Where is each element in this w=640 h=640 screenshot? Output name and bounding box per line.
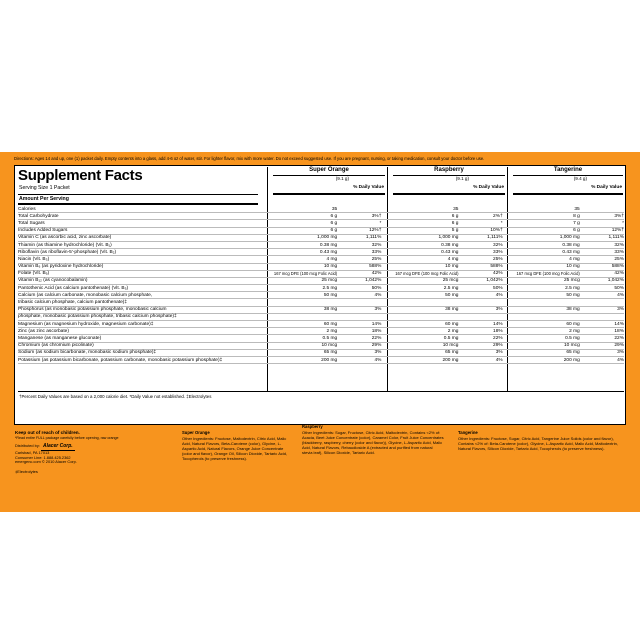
- nutrient-row: [18, 321, 624, 328]
- nutrient-amount: 38 mg: [513, 306, 580, 313]
- address-line: Carlsbad, PA 17013: [15, 449, 50, 455]
- nutrient-daily-value: 50%: [580, 285, 624, 292]
- nutrient-amount: 4 mg: [271, 256, 338, 263]
- column-flavor-rule: [393, 175, 505, 176]
- daily-value-footnote: †Percent Daily Values are based on a 2,000 calorie diet. *Daily Value not established. ‡Electrolytes: [19, 394, 212, 399]
- nutrient-amount: [271, 313, 338, 320]
- column-gap: [381, 213, 392, 220]
- nutrient-daily-value: [337, 206, 381, 213]
- nutrient-amount: 1,000 mg: [513, 234, 580, 241]
- nutrient-amount: 6 g: [513, 227, 580, 234]
- column-gap: [503, 206, 514, 213]
- column-dv-rule: [273, 193, 385, 195]
- nutrient-daily-value: 33%: [580, 249, 624, 256]
- nutrient-daily-value: 3%: [458, 306, 502, 313]
- column-gap: [381, 206, 392, 213]
- nutrient-row: [18, 270, 624, 277]
- nutrient-daily-value: 32%: [458, 241, 502, 248]
- nutrient-name: Thiamin (as thiamine hydrochloride) (Vit. B₁): [18, 241, 271, 248]
- nutrient-row: [18, 313, 624, 320]
- nutrient-amount: 167 mcg DFE (100 mcg Folic Acid): [513, 270, 580, 277]
- website[interactable]: emergenc.com: [15, 459, 41, 465]
- copyright: © 2010 Alacer Corp.: [41, 459, 77, 465]
- nutrient-daily-value: 2%†: [458, 213, 502, 220]
- nutrient-daily-value: 4%: [458, 292, 502, 299]
- nutrient-daily-value: 25%: [580, 256, 624, 263]
- nutrient-amount: 8 g: [513, 213, 580, 220]
- column-gap: [381, 299, 392, 306]
- nutrient-daily-value: 29%: [337, 342, 381, 349]
- product-label-panel: [0, 152, 640, 512]
- nutrient-row: [18, 335, 624, 342]
- nutrient-daily-value: 50%: [458, 285, 502, 292]
- nutrient-name: Calories: [18, 206, 271, 213]
- nutrient-name: phosphate, monobasic potassium phosphate, tribasic calcium phosphate)‡: [18, 313, 271, 320]
- nutrient-amount: 25 mcg: [392, 277, 459, 284]
- column-net-weight: (9.4 g): [573, 176, 587, 181]
- nutrient-amount: 167 mcg DFE (100 mcg Folic Acid): [271, 270, 338, 277]
- nutrient-daily-value: 4%: [580, 292, 624, 299]
- nutrient-amount: 7 g: [513, 220, 580, 227]
- nutrient-amount: 60 mg: [271, 321, 338, 328]
- nutrient-daily-value: [580, 299, 624, 306]
- column-gap: [503, 213, 514, 220]
- column-gap: [503, 249, 514, 256]
- nutrient-amount: 35: [392, 206, 459, 213]
- nutrient-daily-value: [458, 313, 502, 320]
- nutrient-name: Zinc (as zinc ascorbate): [18, 328, 271, 335]
- nutrient-amount: [271, 299, 338, 306]
- nutrient-row: [18, 256, 624, 263]
- column-gap: [503, 299, 514, 306]
- column-gap: [381, 270, 392, 277]
- nutrient-amount: [513, 313, 580, 320]
- ingredients-block-raspberry: [302, 424, 444, 455]
- nutrient-name: Calcium (as calcium carbonate, monobasic calcium phosphate,: [18, 292, 271, 299]
- nutrient-daily-value: 10%†: [458, 227, 502, 234]
- nutrient-row: [18, 227, 624, 234]
- nutrient-daily-value: 4%: [580, 356, 624, 363]
- nutrient-daily-value: 1,042%: [337, 277, 381, 284]
- other-ingredients-text: Other Ingredients: Fructose, Maltodextrin, Citric Acid, Malic Acid, Natural Flavors, Beta-Carotene (color), Glycine, L-Aspartic Acid, Natural Flavors, Orange Juice Concentrate (color and flavor), Orange Oil, Silicon Dioxide, Tartaric Acid, Tocopherols (to preserve freshness).: [182, 436, 288, 462]
- keep-out-of-reach-warning: Keep out of reach of children.: [15, 430, 80, 435]
- lower-info-area: [14, 424, 626, 500]
- nutrient-row: [18, 263, 624, 270]
- nutrient-daily-value: 22%: [580, 335, 624, 342]
- column-gap: [503, 277, 514, 284]
- column-gap: [503, 270, 514, 277]
- column-gap: [503, 349, 514, 356]
- nutrient-daily-value: 42%: [458, 270, 502, 277]
- column-gap: [381, 227, 392, 234]
- nutrient-amount: 2 mg: [392, 328, 459, 335]
- nutrient-amount: 6 g: [392, 220, 459, 227]
- nutrient-daily-value: 14%: [337, 321, 381, 328]
- column-net-weight: (9.1 g): [335, 176, 349, 181]
- ingredients-block-tangerine: [458, 430, 624, 451]
- nutrient-row: [18, 356, 624, 363]
- amount-rule: [18, 203, 258, 205]
- nutrient-daily-value: 33%: [337, 249, 381, 256]
- nutrient-amount: 6 g: [392, 213, 459, 220]
- nutrient-amount: 10 mg: [271, 263, 338, 270]
- manufacturer-block: [15, 430, 165, 474]
- nutrient-daily-value: 32%: [337, 241, 381, 248]
- nutrient-amount: 6 g: [271, 227, 338, 234]
- nutrient-amount: 25 mcg: [513, 277, 580, 284]
- nutrient-daily-value: 4%: [337, 356, 381, 363]
- nutrient-amount: 2.5 mg: [392, 285, 459, 292]
- nutrient-amount: 2.5 mg: [271, 285, 338, 292]
- nutrient-amount: 167 mcg DFE (100 mcg Folic Acid): [392, 270, 459, 277]
- nutrient-daily-value: 29%: [580, 342, 624, 349]
- column-gap: [381, 356, 392, 363]
- nutrient-name: Riboflavin (as riboflavin-5'-phosphate) (Vit. B₂): [18, 249, 271, 256]
- nutrient-amount: [392, 299, 459, 306]
- nutrient-amount: 0.5 mg: [392, 335, 459, 342]
- nutrient-amount: 10 mcg: [513, 342, 580, 349]
- nutrient-amount: 10 mcg: [271, 342, 338, 349]
- nutrient-daily-value: 22%: [458, 335, 502, 342]
- nutrient-daily-value: 588%: [580, 263, 624, 270]
- column-gap: [503, 220, 514, 227]
- serving-size: Serving Size 1 Packet: [19, 185, 70, 191]
- electrolytes-note: ‡Electrolytes: [15, 469, 38, 475]
- column-gap: [503, 321, 514, 328]
- nutrient-row: [18, 285, 624, 292]
- column-gap: [503, 263, 514, 270]
- nutrient-amount: 38 mg: [271, 306, 338, 313]
- directions-bar: [14, 154, 626, 164]
- column-gap: [503, 328, 514, 335]
- nutrient-amount: 6 g: [271, 220, 338, 227]
- nutrient-daily-value: 18%: [458, 328, 502, 335]
- consumer-line: Consumer Line: 1.888.425.2362: [15, 454, 71, 460]
- column-gap: [503, 234, 514, 241]
- column-flavor-rule: [513, 175, 623, 176]
- nutrient-amount: 25 mcg: [271, 277, 338, 284]
- nutrient-daily-value: 3%: [580, 306, 624, 313]
- nutrient-daily-value: 1,111%: [580, 234, 624, 241]
- column-gap: [503, 335, 514, 342]
- column-flavor-label: Tangerine: [553, 167, 583, 173]
- nutrient-amount: 0.38 mg: [513, 241, 580, 248]
- directions-text: Directions: Ages 14 and up, one (1) packet daily. Empty contents into a glass, add 4-6 oz of water, stir. For lighter flavor, mix with more water. Do not exceed suggested use. If you are pregnant, nursing, or taking medication, consult your doctor before use.: [14, 156, 485, 161]
- ingredients-block-super-orange: [182, 430, 292, 461]
- column-gap: [381, 241, 392, 248]
- column-gap: [381, 292, 392, 299]
- nutrient-amount: 65 mg: [513, 349, 580, 356]
- nutrient-daily-value: 32%: [580, 241, 624, 248]
- nutrient-daily-value: 3%†: [337, 213, 381, 220]
- nutrient-name: Magnesium (as magnesium hydroxide, magnesium carbonate)‡: [18, 321, 271, 328]
- nutrient-name: Sodium (as sodium bicarbonate, monobasic sodium phosphate)‡: [18, 349, 271, 356]
- nutrient-daily-value: 3%: [458, 349, 502, 356]
- nutrient-amount: 2 mg: [513, 328, 580, 335]
- nutrient-amount: 0.43 mg: [271, 249, 338, 256]
- column-flavor-rule: [273, 175, 385, 176]
- nutrient-row: [18, 349, 624, 356]
- nutrient-daily-value: 14%: [458, 321, 502, 328]
- nutrient-row: [18, 342, 624, 349]
- column-gap: [381, 234, 392, 241]
- column-gap: [381, 349, 392, 356]
- nutrient-daily-value: 1,111%: [458, 234, 502, 241]
- column-gap: [503, 306, 514, 313]
- nutrient-daily-value: 18%: [580, 328, 624, 335]
- nutrient-name: Vitamin B₆ (as pyridoxine hydrochloride): [18, 263, 271, 270]
- nutrient-daily-value: 29%: [458, 342, 502, 349]
- nutrient-daily-value: 33%: [458, 249, 502, 256]
- column-net-weight: (9.1 g): [455, 176, 469, 181]
- nutrient-daily-value: 4%: [337, 292, 381, 299]
- nutrient-daily-value: 42%: [337, 270, 381, 277]
- column-gap: [503, 292, 514, 299]
- nutrient-daily-value: 14%: [580, 321, 624, 328]
- title-rule: [18, 194, 258, 195]
- nutrient-name: Potassium (as potassium bicarbonate, potassium carbonate, monobasic potassium phosphate)‡: [18, 356, 271, 363]
- flavor-heading: Raspberry: [302, 424, 323, 429]
- supplement-facts-title: Supplement Facts: [18, 167, 143, 184]
- nutrient-amount: 50 mg: [513, 292, 580, 299]
- nutrient-amount: 0.38 mg: [392, 241, 459, 248]
- nutrient-amount: 2.5 mg: [513, 285, 580, 292]
- column-dv-header: % Daily Value: [473, 185, 504, 190]
- nutrient-amount: 35: [513, 206, 580, 213]
- nutrient-row: [18, 220, 624, 227]
- column-gap: [381, 313, 392, 320]
- nutrient-name: Vitamin C (as ascorbic acid, zinc ascorbate): [18, 234, 271, 241]
- nutrient-row: [18, 306, 624, 313]
- column-gap: [503, 285, 514, 292]
- nutrient-amount: 4 mg: [513, 256, 580, 263]
- nutrient-amount: 35: [271, 206, 338, 213]
- nutrient-table: [18, 206, 624, 364]
- distributor-label: Distributed by:: [15, 443, 40, 449]
- column-dv-header: % Daily Value: [353, 185, 384, 190]
- nutrient-row: [18, 206, 624, 213]
- nutrient-daily-value: 25%: [458, 256, 502, 263]
- nutrient-daily-value: [337, 299, 381, 306]
- panel-bottom-rule: [18, 391, 624, 392]
- column-gap: [381, 249, 392, 256]
- nutrient-amount: 4 mg: [392, 256, 459, 263]
- amount-per-serving-label: Amount Per Serving: [19, 196, 69, 202]
- nutrient-amount: 200 mg: [392, 356, 459, 363]
- nutrient-amount: 60 mg: [513, 321, 580, 328]
- nutrient-amount: 0.43 mg: [392, 249, 459, 256]
- column-dv-header: % Daily Value: [591, 185, 622, 190]
- nutrient-row: [18, 241, 624, 248]
- nutrient-name: Niacin (Vit. B₃): [18, 256, 271, 263]
- nutrient-daily-value: 50%: [337, 285, 381, 292]
- nutrient-daily-value: 3%: [580, 349, 624, 356]
- column-flavor-label: Super Orange: [309, 167, 349, 173]
- nutrient-daily-value: [337, 313, 381, 320]
- nutrient-daily-value: 3%: [337, 306, 381, 313]
- nutrient-name: Total Carbohydrate: [18, 213, 271, 220]
- column-gap: [381, 335, 392, 342]
- nutrient-daily-value: [580, 206, 624, 213]
- nutrient-amount: 200 mg: [513, 356, 580, 363]
- nutrient-row: [18, 299, 624, 306]
- flavor-heading: Tangerine: [458, 430, 478, 435]
- tamper-note: *Read entire FULL package carefully before opening, raw orange: [15, 435, 119, 440]
- nutrient-daily-value: 18%: [337, 328, 381, 335]
- nutrient-amount: 1,000 mg: [392, 234, 459, 241]
- nutrient-amount: 50 mg: [392, 292, 459, 299]
- nutrient-amount: 2 mg: [271, 328, 338, 335]
- nutrient-daily-value: 42%: [580, 270, 624, 277]
- nutrient-amount: 10 mg: [392, 263, 459, 270]
- column-gap: [381, 328, 392, 335]
- nutrient-name: Folate (Vit. B₉): [18, 270, 271, 277]
- nutrient-daily-value: 22%: [337, 335, 381, 342]
- nutrient-amount: 6 g: [271, 213, 338, 220]
- nutrient-daily-value: 1,042%: [458, 277, 502, 284]
- nutrient-amount: 50 mg: [271, 292, 338, 299]
- column-gap: [381, 256, 392, 263]
- nutrient-daily-value: 12%†: [337, 227, 381, 234]
- column-gap: [503, 356, 514, 363]
- nutrient-name: Phosphorus (as monobasic potassium phosphate, monobasic calcium: [18, 306, 271, 313]
- nutrient-row: [18, 249, 624, 256]
- column-gap: [503, 342, 514, 349]
- nutrient-amount: 5 g: [392, 227, 459, 234]
- column-gap: [503, 241, 514, 248]
- nutrient-name: Manganese (as manganese gluconate): [18, 335, 271, 342]
- nutrient-row: [18, 277, 624, 284]
- nutrient-amount: 38 mg: [392, 306, 459, 313]
- nutrient-name: tribasic calcium phosphate, calcium pantothenate)‡: [18, 299, 271, 306]
- nutrient-amount: 1,000 mg: [271, 234, 338, 241]
- column-gap: [381, 277, 392, 284]
- brand-logo: Alacer Corp.: [42, 443, 73, 450]
- nutrient-name: Includes Added Sugars: [18, 227, 271, 234]
- nutrient-amount: 65 mg: [392, 349, 459, 356]
- nutrient-amount: 65 mg: [271, 349, 338, 356]
- nutrient-row: [18, 234, 624, 241]
- nutrient-row: [18, 292, 624, 299]
- nutrient-daily-value: 12%†: [580, 227, 624, 234]
- column-gap: [381, 306, 392, 313]
- nutrient-name: Chromium (as chromium picolinate): [18, 342, 271, 349]
- column-gap: [503, 256, 514, 263]
- column-gap: [381, 285, 392, 292]
- nutrient-daily-value: 3%: [337, 349, 381, 356]
- nutrient-daily-value: [580, 313, 624, 320]
- nutrient-name: Pantothenic Acid (as calcium pantothenate) (Vit. B₅): [18, 285, 271, 292]
- column-gap: [503, 227, 514, 234]
- nutrient-daily-value: *: [458, 220, 502, 227]
- nutrient-amount: 0.5 mg: [271, 335, 338, 342]
- column-gap: [503, 313, 514, 320]
- nutrient-daily-value: 1,042%: [580, 277, 624, 284]
- nutrient-amount: 0.38 mg: [271, 241, 338, 248]
- nutrient-amount: 0.43 mg: [513, 249, 580, 256]
- nutrient-daily-value: *: [337, 220, 381, 227]
- nutrient-name: Total Sugars: [18, 220, 271, 227]
- nutrient-daily-value: [458, 206, 502, 213]
- column-dv-rule: [393, 193, 505, 195]
- nutrient-amount: 10 mg: [513, 263, 580, 270]
- column-flavor-label: Raspberry: [434, 167, 464, 173]
- other-ingredients-text: Other Ingredients: Sugar, Fructose, Citric Acid, Maltodextrin, Contains <2% of: Acacia, Beet Juice Concentrate (color), Caramel Color, Fruit Juice Concentrates (blackberry, raspberry, cherry (color and flavor)), Glycine, L-Aspartic Acid, Malic Acid, Natural Flavors, Rebaudioside A (extracted and purified from natural stevia leaf), Silicon Dioxide, Tartaric Acid.: [302, 430, 444, 456]
- nutrient-amount: 0.5 mg: [513, 335, 580, 342]
- nutrient-daily-value: 3%†: [580, 213, 624, 220]
- nutrient-name: Vitamin B₁₂ (as cyanocobalamin): [18, 277, 271, 284]
- supplement-facts-panel: [14, 165, 626, 425]
- nutrient-daily-value: *: [580, 220, 624, 227]
- nutrient-row: [18, 213, 624, 220]
- nutrient-daily-value: [458, 299, 502, 306]
- flavor-heading: Super Orange: [182, 430, 210, 435]
- nutrient-amount: 10 mcg: [392, 342, 459, 349]
- nutrient-daily-value: 25%: [337, 256, 381, 263]
- nutrient-row: [18, 328, 624, 335]
- nutrient-daily-value: 1,111%: [337, 234, 381, 241]
- nutrient-daily-value: 588%: [337, 263, 381, 270]
- column-gap: [381, 263, 392, 270]
- column-gap: [381, 220, 392, 227]
- nutrient-amount: [392, 313, 459, 320]
- nutrient-daily-value: 4%: [458, 356, 502, 363]
- nutrient-daily-value: 588%: [458, 263, 502, 270]
- nutrient-amount: 200 mg: [271, 356, 338, 363]
- column-gap: [381, 342, 392, 349]
- nutrient-amount: 60 mg: [392, 321, 459, 328]
- column-dv-rule: [513, 193, 623, 195]
- column-gap: [381, 321, 392, 328]
- other-ingredients-text: Other Ingredients: Fructose, Sugar, Citric Acid, Tangerine Juice Solids (color and flavor), Contains <2% of: Beta-Carotene (color), Glycine, L-Aspartic Acid, Malic Acid, Maltodextrin, Natural Flavors, Silicon Dioxide, Tartaric Acid, Tocopherols (to preserve freshness).: [458, 436, 618, 452]
- nutrient-amount: [513, 299, 580, 306]
